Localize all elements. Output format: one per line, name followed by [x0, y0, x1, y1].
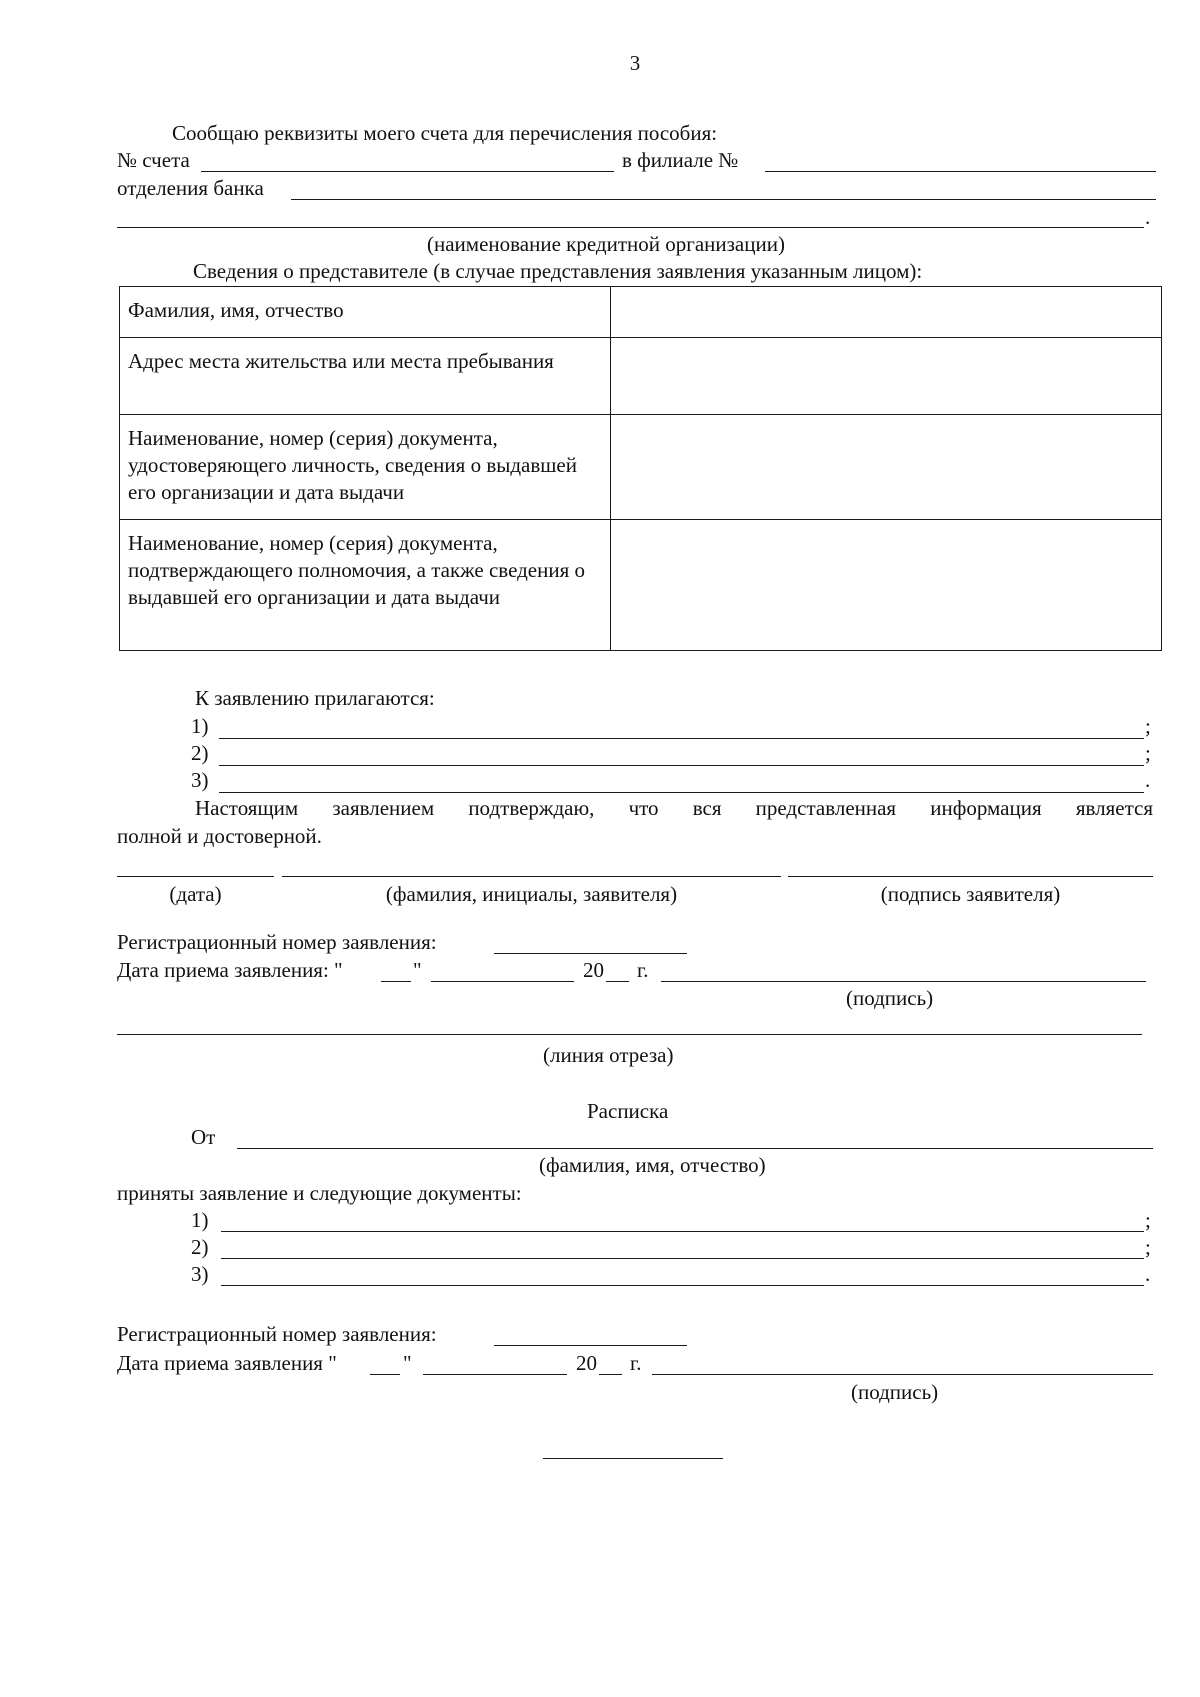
- applicant-signature-field[interactable]: [788, 876, 1153, 877]
- table-row: [120, 520, 1162, 651]
- representative-id-document-value[interactable]: [611, 415, 1162, 520]
- credit-organization-field[interactable]: [117, 227, 1144, 228]
- representative-id-document-label: Наименование, номер (серия) документа, удостоверяющего личность, сведения о выдавшей его организации и дата выдачи: [120, 415, 611, 520]
- receipt-acceptance-signature-field[interactable]: [652, 1374, 1153, 1375]
- receipt-acceptance-year-prefix: 20: [576, 1351, 597, 1375]
- end-separator: [543, 1458, 723, 1459]
- applicant-name-field[interactable]: [282, 876, 781, 877]
- acceptance-year-field[interactable]: [606, 981, 629, 982]
- receipt-document-2-end: ;: [1145, 1235, 1151, 1259]
- attachment-1-number: 1): [191, 714, 209, 738]
- applicant-name-caption: (фамилия, инициалы, заявителя): [385, 882, 678, 906]
- cut-line-caption: (линия отреза): [543, 1043, 674, 1067]
- attachment-1-end: ;: [1145, 714, 1151, 738]
- receipt-from-field[interactable]: [237, 1148, 1153, 1149]
- receipt-document-2-number: 2): [191, 1235, 209, 1259]
- attachment-2-end: ;: [1145, 741, 1151, 765]
- acceptance-date-label: Дата приема заявления: ": [117, 958, 343, 982]
- account-number-label: № счета: [117, 148, 190, 172]
- receipt-acceptance-month-field[interactable]: [423, 1374, 567, 1375]
- receipt-document-3-end: .: [1145, 1262, 1151, 1286]
- receipt-acceptance-signature-caption: (подпись): [851, 1380, 939, 1404]
- representative-authority-document-value[interactable]: [611, 520, 1162, 651]
- receipt-document-3-number: 3): [191, 1262, 209, 1286]
- acceptance-signature-field[interactable]: [661, 981, 1146, 982]
- registration-number-label: Регистрационный номер заявления:: [117, 930, 437, 954]
- attachment-3-field[interactable]: [219, 792, 1144, 793]
- acceptance-month-field[interactable]: [431, 981, 574, 982]
- date-field[interactable]: [117, 876, 274, 877]
- credit-organization-caption: (наименование кредитной организации): [427, 232, 785, 256]
- date-caption: (дата): [169, 882, 222, 906]
- confirmation-line-1: Настоящим заявлением подтверждаю, что вся представленная информация является: [195, 796, 1153, 820]
- receipt-from-label: От: [191, 1125, 216, 1149]
- representative-authority-document-label: Наименование, номер (серия) документа, подтверждающего полномочия, а также сведения о выдавшей его организации и дата выдачи: [120, 520, 611, 651]
- table-row: [120, 415, 1162, 520]
- receipt-acceptance-day-field[interactable]: [370, 1374, 400, 1375]
- page-number: 3: [629, 51, 641, 75]
- receipt-document-3-field[interactable]: [221, 1285, 1144, 1286]
- registration-number-field[interactable]: [494, 953, 687, 954]
- representative-table: [119, 286, 1162, 651]
- representative-fio-value[interactable]: [611, 287, 1162, 338]
- receipt-registration-number-field[interactable]: [494, 1345, 687, 1346]
- receipt-document-2-field[interactable]: [221, 1258, 1144, 1259]
- receipt-document-1-number: 1): [191, 1208, 209, 1232]
- credit-organization-end-dot: .: [1145, 205, 1151, 229]
- receipt-acceptance-year-field[interactable]: [599, 1374, 622, 1375]
- acceptance-signature-caption: (подпись): [846, 986, 934, 1010]
- branch-number-field[interactable]: [765, 171, 1156, 172]
- representative-heading: Сведения о представителе (в случае представления заявления указанным лицом):: [193, 259, 923, 283]
- bank-department-label: отделения банка: [117, 176, 264, 200]
- acceptance-day-quote: ": [413, 958, 422, 982]
- receipt-document-1-field[interactable]: [221, 1231, 1144, 1232]
- cut-line: [117, 1034, 1142, 1035]
- receipt-fio-caption: (фамилия, имя, отчество): [539, 1153, 766, 1177]
- attachment-2-number: 2): [191, 741, 209, 765]
- branch-number-label: в филиале №: [622, 148, 739, 172]
- attachment-3-end: .: [1145, 768, 1151, 792]
- attachment-2-field[interactable]: [219, 765, 1144, 766]
- confirmation-line-2: полной и достоверной.: [117, 824, 322, 848]
- receipt-acceptance-day-quote: ": [403, 1351, 412, 1375]
- receipt-accepted-text: приняты заявление и следующие документы:: [117, 1181, 522, 1205]
- acceptance-year-suffix: г.: [637, 958, 649, 982]
- representative-address-value[interactable]: [611, 338, 1162, 415]
- attachment-1-field[interactable]: [219, 738, 1144, 739]
- receipt-title: Расписка: [587, 1099, 669, 1123]
- attachments-heading: К заявлению прилагаются:: [195, 686, 435, 710]
- table-row: [120, 287, 1162, 338]
- acceptance-day-field[interactable]: [381, 981, 411, 982]
- receipt-acceptance-date-label: Дата приема заявления ": [117, 1351, 337, 1375]
- account-intro: Сообщаю реквизиты моего счета для перечисления пособия:: [172, 121, 718, 145]
- account-number-field[interactable]: [201, 171, 614, 172]
- table-row: [120, 338, 1162, 415]
- receipt-registration-number-label: Регистрационный номер заявления:: [117, 1322, 437, 1346]
- representative-fio-label: Фамилия, имя, отчество: [120, 287, 611, 338]
- bank-department-field[interactable]: [291, 199, 1156, 200]
- applicant-signature-caption: (подпись заявителя): [880, 882, 1061, 906]
- attachment-3-number: 3): [191, 768, 209, 792]
- receipt-document-1-end: ;: [1145, 1208, 1151, 1232]
- acceptance-year-prefix: 20: [583, 958, 604, 982]
- receipt-acceptance-year-suffix: г.: [630, 1351, 642, 1375]
- representative-address-label: Адрес места жительства или места пребывания: [120, 338, 611, 415]
